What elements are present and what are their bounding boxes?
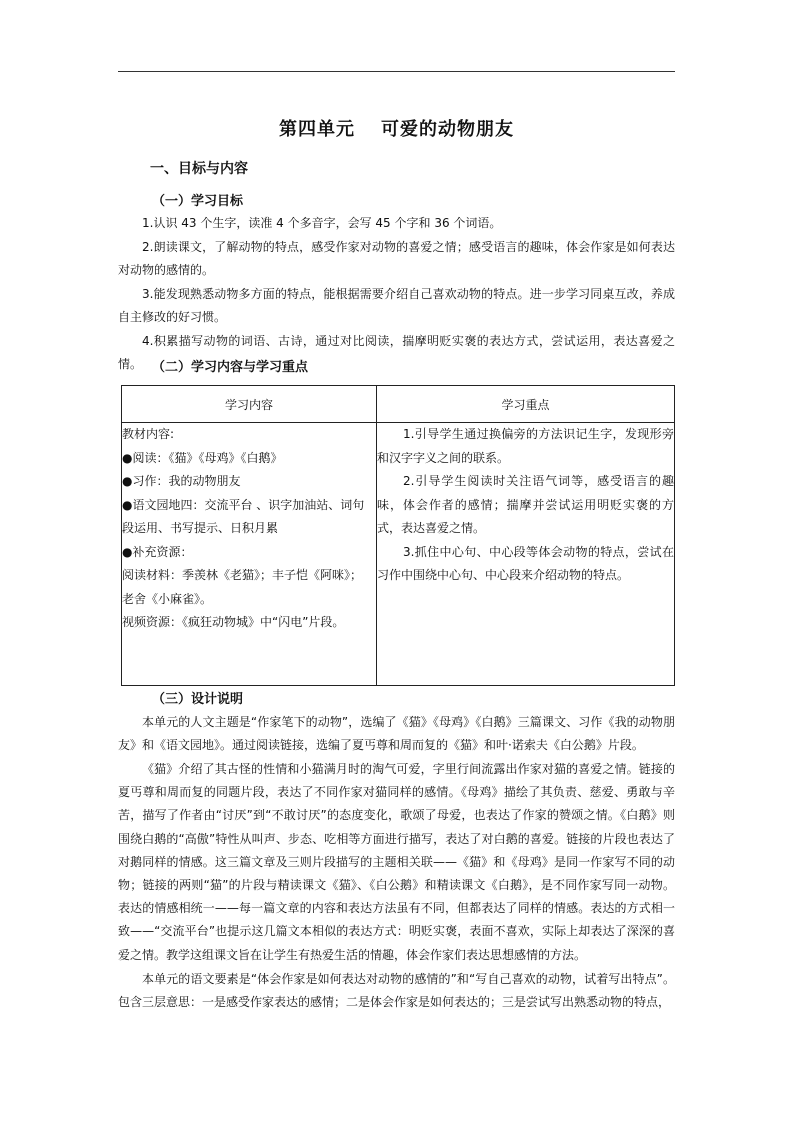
table-cell-content xyxy=(122,423,377,686)
design-paragraph-1: 本单元的人文主题是“作家笔下的动物”，选编了《猫》《母鸡》《白鹅》三篇课文、习作《我的动物朋友》和《语文园地》。通过阅读链接，选编了夏丐尊和周而复的《猫》和叶·诺索夫《白公鹅》片段。 xyxy=(118,715,675,753)
content-line: 教材内容: xyxy=(122,427,175,441)
content-line: ●语文园地四：交流平台 、识字加油站、词句 xyxy=(122,497,365,512)
content-focus-table xyxy=(121,385,675,686)
unit-title xyxy=(0,115,793,141)
content-line: ●阅读：《猫》《母鸡》《白鹅》 xyxy=(122,450,283,465)
subheading-design-notes: （三）设计说明 xyxy=(152,692,244,707)
goal-item-4: 4.积累描写动物的词语、古诗，通过对比阅读，揣摩明贬实褒的表达方式，尝试运用，表达喜爱之情。 xyxy=(118,334,675,371)
content-line: 段运用、书写提示、日积月累 xyxy=(122,521,279,535)
focus-paragraph: 2.引导学生阅读时关注语气词等，感受语言的趣味，体会作者的感情；揣摩并尝试运用明贬实褒的方式，表达喜爱之情。 xyxy=(377,474,674,535)
content-line: 老舍《小麻雀》。 xyxy=(122,591,213,606)
table-cell-focus xyxy=(377,423,675,686)
unit-theme: 可爱的动物朋友 xyxy=(381,119,514,140)
content-line: ●补充资源： xyxy=(122,544,193,559)
subheading-learning-goals: （一）学习目标 xyxy=(152,194,244,209)
design-paragraph-3: 本单元的语文要素是“体会作家是如何表达对动物的感情的”和“写自己喜欢的动物，试着写出特点”。包含三层意思：一是感受作家表达的感情；二是体会作家是如何表达的；三是尝试写出熟悉动物的特点， xyxy=(118,972,675,1010)
goal-item-1: 1.认识 43 个生字，读准 4 个多音字，会写 45 个字和 36 个词语。 xyxy=(142,216,502,230)
section-heading-goals-content: 一、目标与内容 xyxy=(150,161,248,177)
table-header-focus: 学习重点 xyxy=(377,386,675,423)
content-line: 阅读材料：季羡林《老猫》；丰子恺《阿咪》； xyxy=(122,568,363,582)
goal-item-3: 3.能发现熟悉动物多方面的特点，能根据需要介绍自己喜欢动物的特点。进一步学习同桌互改，养成自主修改的好习惯。 xyxy=(118,287,675,324)
content-line: ●习作：我的动物朋友 xyxy=(122,474,241,488)
table-header-content: 学习内容 xyxy=(122,386,377,423)
focus-paragraph: 1.引导学生通过换偏旁的方法识记生字，发现形旁和汉字字义之间的联系。 xyxy=(377,427,674,465)
unit-number: 第四单元 xyxy=(279,119,355,140)
goal-item-2: 2.朗读课文，了解动物的特点，感受作家对动物的喜爱之情；感受语言的趣味，体会作家是如何表达对动物的感情的。 xyxy=(118,240,675,277)
design-paragraph-2: 《猫》介绍了其古怪的性情和小猫满月时的淘气可爱，字里行间流露出作家对猫的喜爱之情。链接的夏丐尊和周而复的同题片段，表达了不同作家对猫同样的感情。《母鸡》描绘了其负责、慈爱、勇敢与辛苦，描写了作者由“讨厌”到“不敢讨厌”的态度变化，歌颂了母爱，也表达了作家的赞颂之情。《白鹅》则围绕白鹅的“高傲”特性从叫声、步态、吃相等方面进行描写，表达了对白鹅的喜爱。链接的片段也表达了对鹅同样的情感。这三篇文章及三则片段描写的主题相关联——《猫》和《母鸡》是同一作家写不同的动物；链接的两则“猫”的片段与精读课文《猫》、《白公鹅》和精读课文《白鹅》，是不同作家写同一动物。表达的情感相统一——每一篇文章的内容和表达方法虽有不同，但都表达了同样的情感。表达的方式相一致——“交流平台”也提示这几篇文本相似的表达方式：明贬实褒，表面不喜欢，实际上却表达了深深的喜爱之情。教学这组课文旨在让学生有热爱生活的情趣，体会作家们表达思想感情的方法。 xyxy=(118,762,675,962)
subheading-content-focus: （二）学习内容与学习重点 xyxy=(152,360,309,375)
content-line: 视频资源：《疯狂动物城》中“闪电”片段。 xyxy=(122,615,345,629)
focus-paragraph: 3.抓住中心句、中心段等体会动物的特点，尝试在习作中围绕中心句、中心段来介绍动物的特点。 xyxy=(377,544,674,582)
header-rule xyxy=(118,71,675,72)
